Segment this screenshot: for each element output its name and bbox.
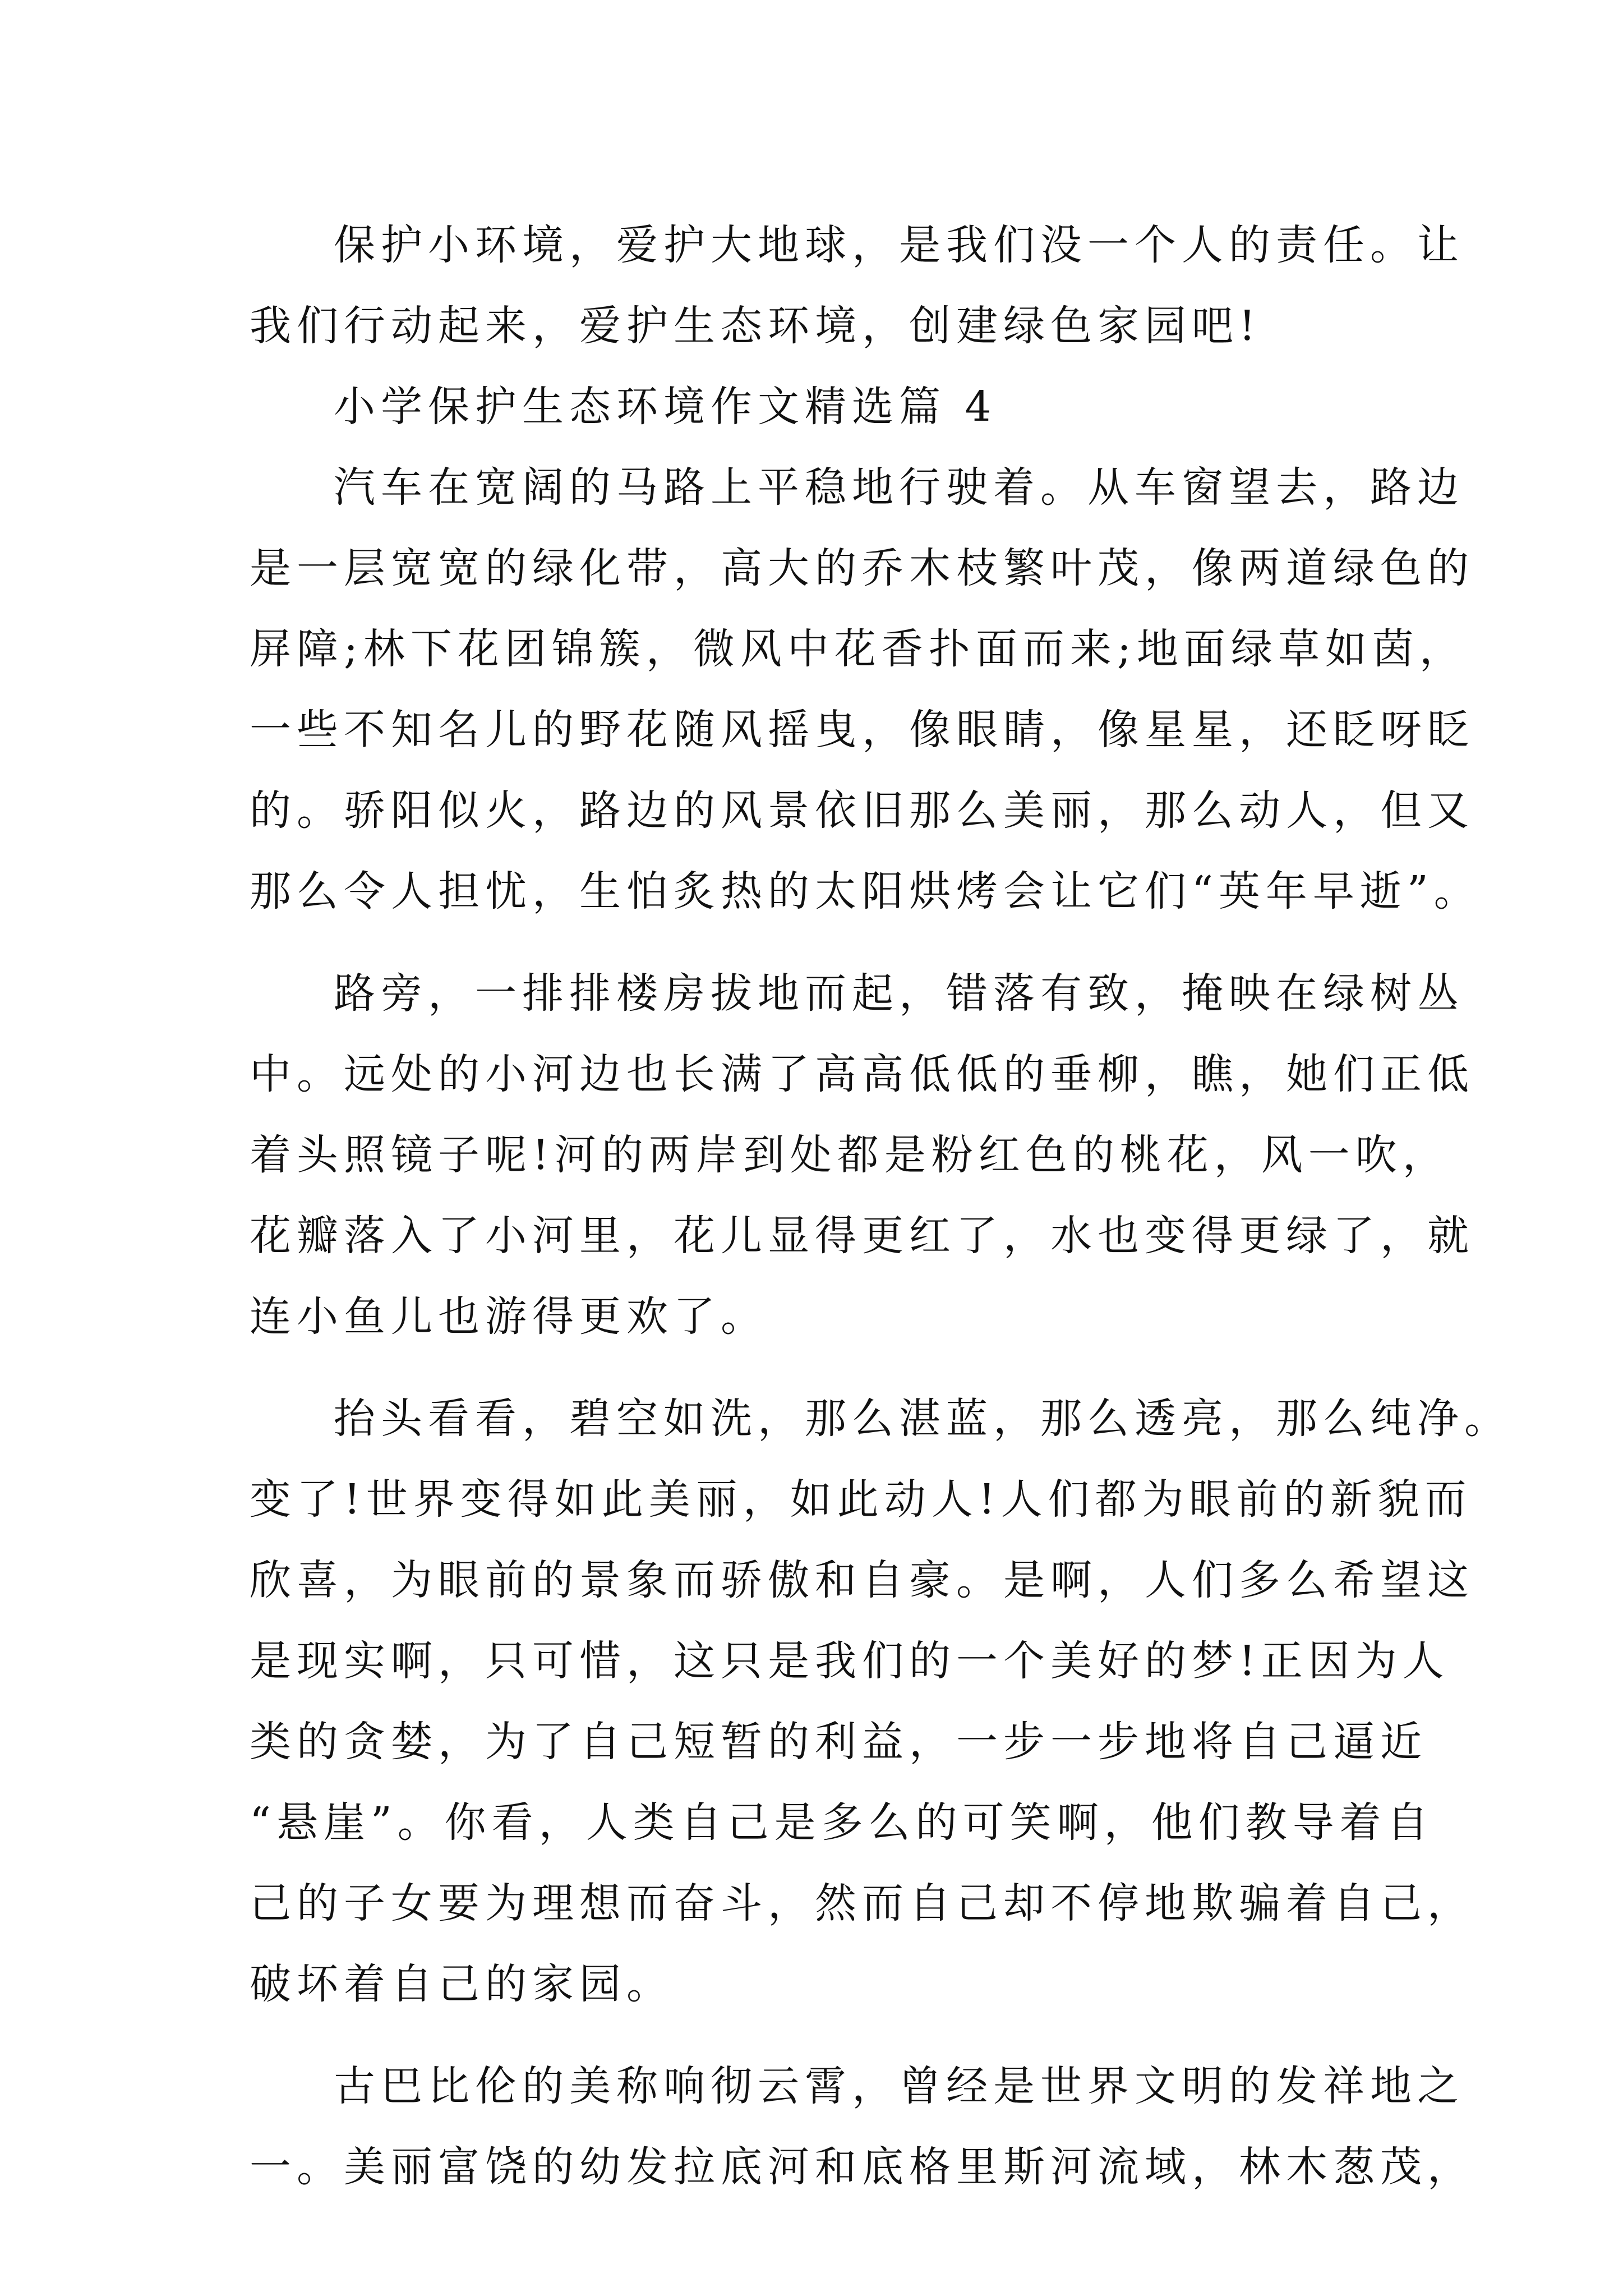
paragraph (250, 2046, 1474, 2207)
text-line: 是一层宽宽的绿化带，高大的乔木枝繁叶茂，像两道绿色的 (250, 544, 1474, 592)
text-line: 抬头看看，碧空如洗，那么湛蓝，那么透亮，那么纯净。 (334, 1395, 1511, 1443)
document-body (250, 205, 1511, 2207)
text-line: 我们行动起来，爱护生态环境，创建绿色家园吧! (250, 302, 1261, 350)
text-line: 破坏着自己的家园。 (250, 1960, 674, 2008)
text-line: 己的子女要为理想而奋斗，然而自己却不停地欺骗着自己， (250, 1879, 1474, 1927)
text-line: 一。美丽富饶的幼发拉底河和底格里斯河流域，林木葱茂， (250, 2143, 1474, 2191)
text-line: 花瓣落入了小河里，花儿显得更红了，水也变得更绿了，就 (250, 1212, 1474, 1260)
paragraph-spacer (250, 932, 1405, 953)
text-line: 汽车在宽阔的马路上平稳地行驶着。从车窗望去，路边 (334, 463, 1464, 512)
text-line: “悬崖”。你看，人类自己是多么的可笑啊，他们教导着自 (250, 1798, 1434, 1847)
section-heading (250, 366, 1405, 447)
paragraph-spacer (250, 1357, 1405, 1378)
text-line: 一些不知名儿的野花随风摇曳，像眼睛，像星星，还眨呀眨 (250, 706, 1474, 754)
text-line: 屏障;林下花团锦簇，微风中花香扑面而来;地面绿草如茵， (250, 625, 1467, 673)
text-line: 路旁，一排排楼房拔地而起，错落有致，掩映在绿树丛 (334, 969, 1464, 1018)
text-line: 连小鱼儿也游得更欢了。 (250, 1292, 768, 1341)
text-line: 那么令人担忧，生怕炙热的太阳烘烤会让它们“英年早逝”。 (250, 867, 1481, 915)
paragraph (250, 953, 1474, 1357)
text-line: 的。骄阳似火，路边的风景依旧那么美丽，那么动人，但又 (250, 786, 1474, 835)
text-line: 保护小环境，爱护大地球，是我们没一个人的责任。让 (334, 221, 1464, 269)
text-line: 中。远处的小河边也长满了高高低低的垂柳，瞧，她们正低 (250, 1050, 1474, 1098)
paragraph (250, 447, 1481, 932)
text-line: 变了!世界变得如此美丽，如此动人!人们都为眼前的新貌而 (250, 1475, 1472, 1524)
paragraph (250, 1378, 1511, 2024)
heading-line: 小学保护生态环境作文精选篇 4 (334, 383, 997, 431)
paragraph (250, 205, 1464, 366)
text-line: 欣喜，为眼前的景象而骄傲和自豪。是啊，人们多么希望这 (250, 1556, 1474, 1604)
text-line: 是现实啊，只可惜，这只是我们的一个美好的梦!正因为人 (250, 1637, 1450, 1685)
paragraph-spacer (250, 2024, 1405, 2046)
text-line: 着头照镜子呢!河的两岸到处都是粉红色的桃花，风一吹， (250, 1131, 1450, 1179)
text-line: 类的贪婪，为了自己短暂的利益，一步一步地将自己逼近 (250, 1718, 1427, 1766)
text-line: 古巴比伦的美称响彻云霄，曾经是世界文明的发祥地之 (334, 2062, 1464, 2110)
